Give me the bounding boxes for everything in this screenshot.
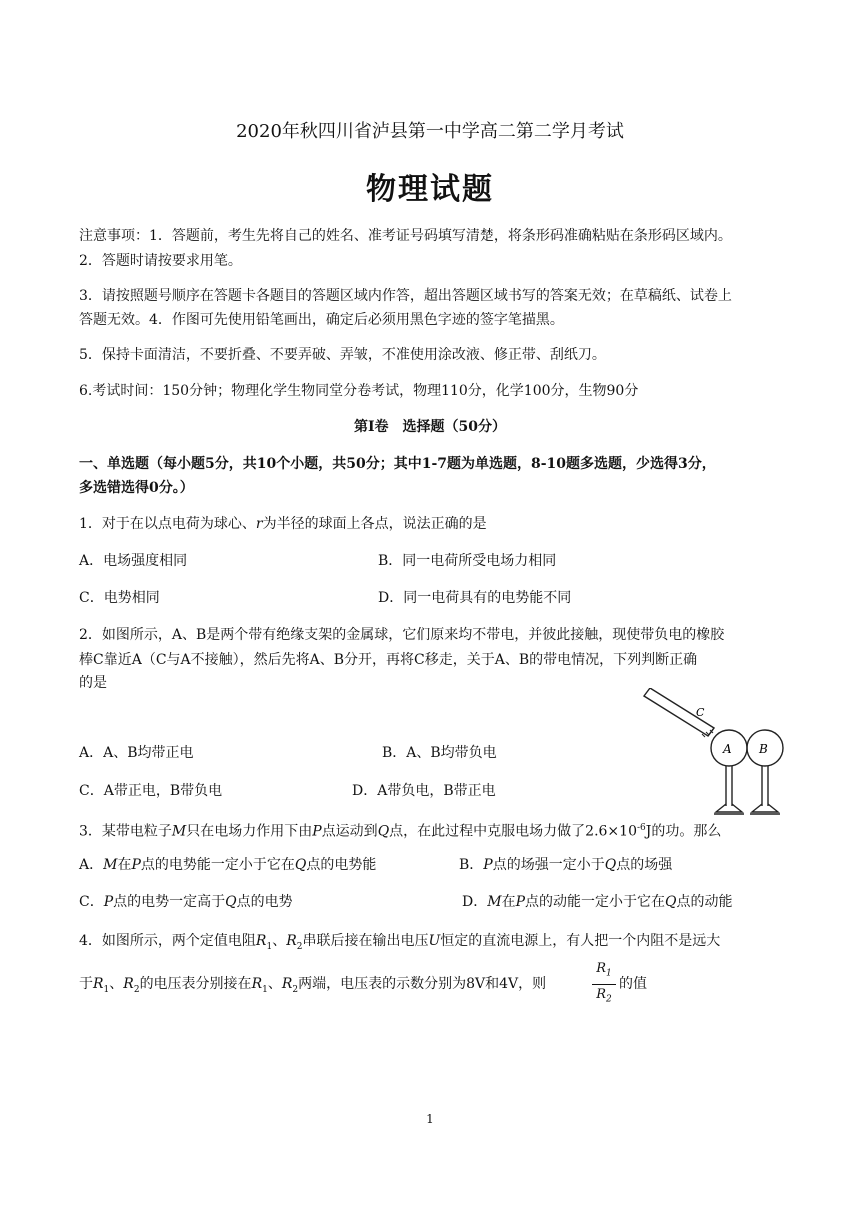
question-3-stem: 3．某带电粒子M只在电场力作用下由P点运动到Q点，在此过程中克服电场力做了$2.6\times 10^{-6}J$的功。那么 xyxy=(79,823,722,840)
q2-option-c: C．A带正电，B带负电 xyxy=(79,783,223,799)
q1-option-c: C．电势相同 xyxy=(79,590,160,606)
charged-spheres-figure xyxy=(636,688,816,820)
notes-line-2: 2．答题时请按要求用笔。 xyxy=(79,253,242,269)
q1-option-d: D．同一电荷具有的电势能不同 xyxy=(378,590,572,606)
q3-option-b: B．P点的场强一定小于Q点的场强 xyxy=(459,857,673,873)
notes-line-3: 3．请按照题号顺序在答题卡各题目的答题区域内作答，超出答题区域书写的答案无效；在草稿纸、试卷上 xyxy=(79,288,732,304)
notes-line-5: 5．保持卡面清洁，不要折叠、不要弄破、弄皱，不准使用涂改液、修正带、刮纸刀。 xyxy=(79,347,606,363)
q2-option-d: D．A带负电，B带正电 xyxy=(352,783,496,799)
q3-option-d: D．M在P点的动能一定小于它在Q点的动能 xyxy=(462,894,733,910)
q1-option-b: B．同一电荷所受电场力相同 xyxy=(378,553,557,569)
q2-option-b: B．A、B均带负电 xyxy=(382,745,497,761)
figure-label-c: C xyxy=(696,706,705,719)
part1-instructions-line-1: 一、单选题（每小题5分，共10个小题，共50分；其中1-7题为单选题，8-10题多选题，少选得3分， xyxy=(79,456,716,472)
section-heading: 第I卷 选择题（50分） xyxy=(353,419,507,435)
part1-instructions-line-2: 多选错选得0分。） xyxy=(79,480,194,496)
question-4-stem-line-1: 4．如图所示，两个定值电阻$R_1$、$R_2$串联后接在输出电压U恒定的直流电源上，有人把一个内阻不是远大 xyxy=(79,933,721,952)
q2-option-a: A．A、B均带正电 xyxy=(79,745,194,761)
q3-option-a: A．M在P点的电势能一定小于它在Q点的电势能 xyxy=(79,857,377,873)
question-4-stem-line-2: 于$R_1$、$R_2$的电压表分别接在$R_1$、$R_2$两端，电压表的示数分别为8V和4V，则 xyxy=(79,976,547,995)
ratio-r1-over-r2: $R_1$ $R_2$ xyxy=(592,960,616,1008)
notes-line-6: 6.考试时间：150分钟；物理化学生物同堂分卷考试，物理110分，化学100分，生物90分 xyxy=(79,383,639,399)
exam-title: 2020年秋四川省泸县第一中学高二第二学月考试 xyxy=(236,121,624,142)
exam-subject-title: 物理试题 xyxy=(366,172,494,207)
q1-option-a: A．电场强度相同 xyxy=(79,553,188,569)
notes-line-1: 注意事项：1．答题前，考生先将自己的姓名、准考证号码填写清楚，将条形码准确粘贴在条形码区域内。 xyxy=(79,228,732,244)
question-2-stem-line-3: 的是 xyxy=(79,675,107,691)
notes-line-4: 答题无效。4．作图可先使用铅笔画出，确定后必须用黑色字迹的签字笔描黑。 xyxy=(79,312,564,328)
question-2-stem-line-2: 棒C靠近A（C与A不接触），然后先将A、B分开，再将C移走，关于A、B的带电情况，下列判断正确 xyxy=(79,652,698,668)
page-number: 1 xyxy=(426,1112,434,1126)
figure-label-a: A xyxy=(723,742,732,756)
question-4-stem-line-2-end: 的值 xyxy=(619,976,647,992)
figure-label-b: B xyxy=(759,742,768,756)
q3-option-c: C．P点的电势一定高于Q点的电势 xyxy=(79,894,293,910)
question-2-stem-line-1: 2．如图所示，A、B是两个带有绝缘支架的金属球，它们原来均不带电，并彼此接触，现使带负电的橡胶 xyxy=(79,627,725,643)
question-1-stem: 1．对于在以点电荷为球心、r为半径的球面上各点，说法正确的是 xyxy=(79,516,487,532)
